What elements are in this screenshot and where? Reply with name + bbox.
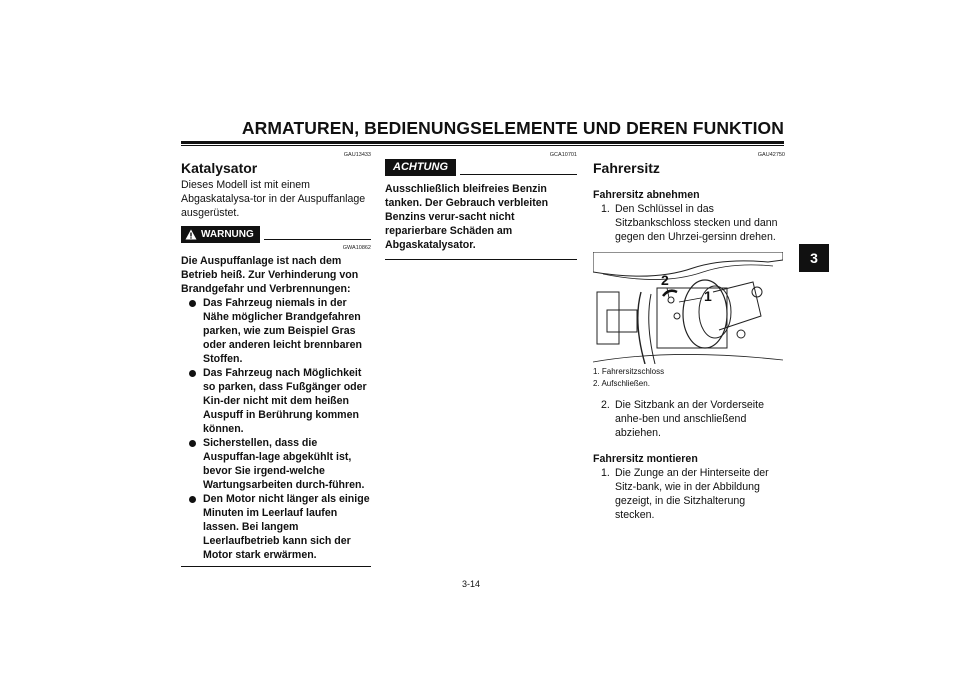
- warning-triangle-icon: [185, 229, 197, 240]
- bullet-icon: [189, 300, 196, 307]
- remove-steps-2: [593, 398, 785, 440]
- achtung-end-rule: [385, 259, 577, 260]
- warning-code: GWA10862: [342, 245, 371, 251]
- figure-label-2: 2: [661, 272, 669, 288]
- subheading-install: Fahrersitz montieren: [593, 453, 698, 465]
- motorcycle-seat-illustration: [593, 252, 783, 364]
- middle-column: [385, 152, 577, 260]
- section-code: GCA10701: [549, 152, 577, 158]
- warning-rule: [264, 239, 371, 240]
- list-item: Den Motor nicht länger als einige Minuten im Leerlauf laufen lassen. Bei langem Leerlaufbetrieb kann sich der Motor stark erwärmen.: [181, 492, 371, 562]
- list-item: Sicherstellen, dass die Auspuffan-lage abgekühlt ist, bevor Sie irgend-welche Wartungsarbeiten durch-führen.: [181, 436, 371, 492]
- left-column: [181, 152, 371, 567]
- warning-lead: Die Auspuffanlage ist nach dem Betrieb heiß. Zur Verhinderung von Brandgefahr und Verbrennungen:: [181, 255, 359, 295]
- list-item: Das Fahrzeug niemals in der Nähe möglicher Brandgefahren parken, wie zum Beispiel Gras oder anderen leicht brennbaren Stoffen.: [181, 296, 371, 366]
- chapter-tab: 3: [799, 244, 829, 272]
- warning-list: [181, 296, 371, 562]
- remove-steps-1: [593, 202, 785, 244]
- achtung-badge: ACHTUNG: [385, 159, 456, 176]
- list-item: 1. Den Schlüssel in das Sitzbankschloss stecken und dann gegen den Uhrzei-gersinn drehen.: [601, 203, 778, 243]
- section-code: GAU42750: [757, 152, 785, 158]
- list-item: 2. Die Sitzbank an der Vorderseite anhe-ben und anschließend abziehen.: [601, 399, 764, 439]
- achtung-rule: [460, 174, 577, 175]
- warning-header: [181, 226, 371, 243]
- warning-end-rule: [181, 566, 371, 567]
- intro-text: Dieses Modell ist mit einem Abgaskatalysa-tor in der Auspuffanlage ausgerüstet.: [181, 179, 366, 219]
- seat-lock-figure: [593, 252, 783, 364]
- section-code: GAU13433: [343, 152, 371, 158]
- section-heading-fahrersitz: Fahrersitz: [593, 160, 660, 176]
- warning-badge: [181, 226, 260, 243]
- list-item: 1. Die Zunge an der Hinterseite der Sitz-bank, wie in der Abbildung gezeigt, in die Sitzhalterung stecken.: [601, 467, 769, 521]
- figure-label-1: 1: [704, 288, 712, 304]
- bullet-icon: [189, 370, 196, 377]
- header-rule-thin: [181, 145, 784, 146]
- figure-caption-2: 2. Aufschließen.: [593, 379, 650, 388]
- header-rule: [181, 141, 784, 144]
- list-item: Das Fahrzeug nach Möglichkeit so parken, dass Fußgänger oder Kin-der nicht mit dem heißen Auspuff in Berührung kommen können.: [181, 366, 371, 436]
- warning-label: WARNUNG: [201, 229, 254, 240]
- achtung-text: Ausschließlich bleifreies Benzin tanken. Der Gebrauch verbleiten Benzins verur-sacht nicht reparierbare Schäden am Abgaskatalysator.: [385, 183, 549, 251]
- install-steps: [593, 466, 785, 522]
- achtung-header: [385, 159, 577, 176]
- page-title: ARMATUREN, BEDIENUNGSELEMENTE UND DEREN FUNKTION: [241, 118, 784, 138]
- bullet-icon: [189, 440, 196, 447]
- right-column: [593, 152, 785, 522]
- bullet-icon: [189, 496, 196, 503]
- section-heading-katalysator: Katalysator: [181, 160, 258, 176]
- page-number: 3-14: [462, 579, 481, 589]
- subheading-remove: Fahrersitz abnehmen: [593, 189, 700, 201]
- figure-caption-1: 1. Fahrersitzschloss: [593, 367, 665, 376]
